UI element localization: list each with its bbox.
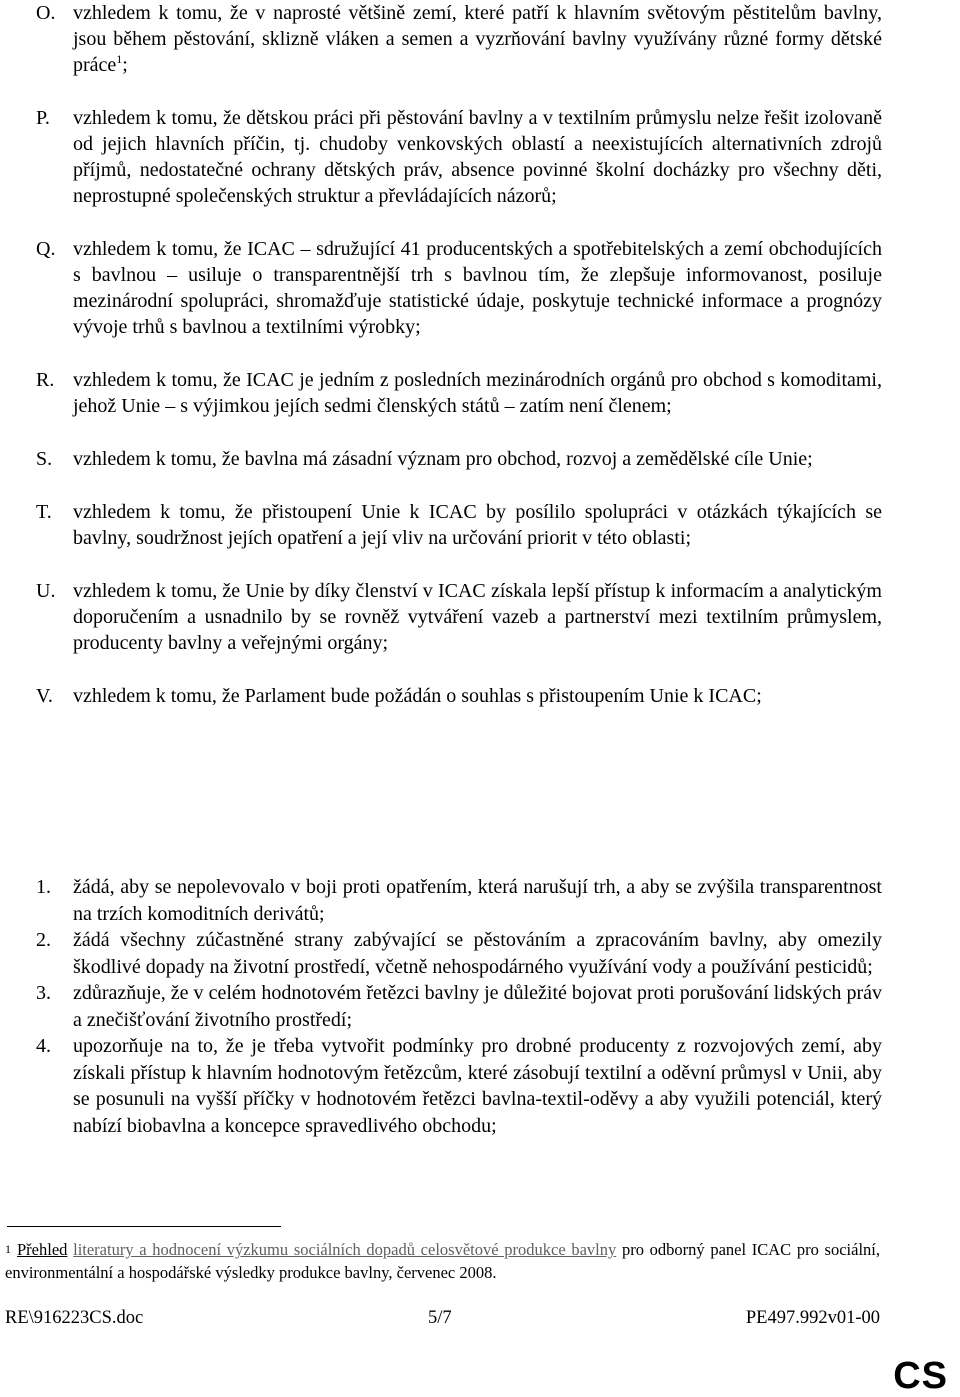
recital-text: vzhledem k tomu, že v naprosté většině zemí, které patří k hlavním světovým pěstitelům bavlny, jsou během pěstování, sklizně vláken a semen a vyzrňování bavlny využívány různé formy dětské práce bbox=[73, 2, 882, 76]
recital-text: vzhledem k tomu, že bavlna má zásadní význam pro obchod, rozvoj a zemědělské cíle Unie; bbox=[73, 448, 813, 470]
paragraph-2 bbox=[36, 927, 882, 980]
paragraph-text: zdůrazňuje, že v celém hodnotovém řetězci bavlny je důležité bojovat proti porušování lidských práv a znečišťování životního prostředí; bbox=[73, 982, 882, 1031]
recital-v bbox=[36, 683, 882, 709]
recital-label: T. bbox=[36, 501, 52, 523]
recital-label: O. bbox=[36, 2, 56, 24]
recital-text: vzhledem k tomu, že přistoupení Unie k ICAC by posílilo spolupráci v otázkách týkajících se bavlny, soudržnost jejích opatření a její vliv na určování priorit v této oblasti; bbox=[73, 501, 882, 549]
paragraph-4 bbox=[36, 1033, 882, 1139]
footnote-mark: 1 bbox=[5, 1242, 11, 1256]
page-footer bbox=[5, 1307, 880, 1329]
footnote-separator bbox=[7, 1226, 281, 1227]
recital-text: vzhledem k tomu, že ICAC je jedním z posledních mezinárodních orgánů pro obchod s komoditami, jehož Unie – s výjimkou jejích sedmi členských států – zatím není členem; bbox=[73, 369, 882, 417]
recital-p bbox=[36, 105, 882, 209]
paragraph-number: 4. bbox=[36, 1035, 51, 1057]
recital-text: vzhledem k tomu, že Unie by díky členství v ICAC získala lepší přístup k informacím a analytickým doporučením a usnadnilo by se rovněž vytváření vazeb a partnerství mezi textilním průmyslem, producenty bavlny a veřejnými orgány; bbox=[73, 580, 882, 654]
recital-label: U. bbox=[36, 580, 56, 602]
recital-label: Q. bbox=[36, 238, 56, 260]
footnote-link[interactable]: Přehled bbox=[17, 1240, 68, 1259]
recital-label: R. bbox=[36, 369, 55, 391]
recital-label: S. bbox=[36, 448, 53, 470]
recital-suffix: ; bbox=[122, 54, 128, 76]
document-reference: RE\916223CS.doc bbox=[5, 1308, 144, 1328]
recitals-section bbox=[36, 0, 882, 709]
recital-q bbox=[36, 236, 882, 340]
footnote-text: pro odborný panel ICAC pro sociální, environmentální a hospodářské výsledky produkce bavlny, červenec 2008. bbox=[5, 1240, 881, 1282]
recital-label: P. bbox=[36, 107, 50, 129]
paragraph-1 bbox=[36, 874, 882, 927]
numbered-paragraphs bbox=[36, 874, 882, 1139]
recital-label: V. bbox=[36, 685, 53, 707]
paragraph-text: žádá všechny zúčastněné strany zabývající se pěstováním a zpracováním bavlny, aby omezily škodlivé dopady na životní prostředí, včetně nehospodárného využívání vody a používání pesticidů; bbox=[73, 929, 882, 978]
paragraph-number: 2. bbox=[36, 929, 51, 951]
paragraph-text: upozorňuje na to, že je třeba vytvořit podmínky pro drobné producenty z rozvojových zemí, aby získali přístup k hlavním hodnotovým řetězcům, které zásobují textilní a oděvní průmysl v Unii, aby se posunuli na vyšší příčky v hodnotovém řetězci bavlna-textil-oděvy a aby využili potenciál, který nabízí biobavlna a koncepce spravedlivého obchodu; bbox=[73, 1035, 882, 1137]
recital-text: vzhledem k tomu, že Parlament bude požádán o souhlas s přistoupením Unie k ICAC; bbox=[73, 685, 762, 707]
recital-t bbox=[36, 499, 882, 551]
recital-o bbox=[36, 0, 882, 78]
footnote bbox=[5, 1238, 880, 1284]
recital-s bbox=[36, 446, 882, 472]
recital-text: vzhledem k tomu, že ICAC – sdružující 41 producentských a spotřebitelských a zemí obchodujících s bavlnou – usiluje o transparentnější trh s bavlnou tím, že zlepšuje informovanost, posiluje mezinárodní spolupráci, shromažďuje statistické údaje, poskytuje technické informace a prognózy vývoje trhů s bavlnou a textilními výrobky; bbox=[73, 238, 882, 338]
recital-text: vzhledem k tomu, že dětskou práci při pěstování bavlny a v textilním průmyslu nelze řešit izolovaně od jejich hlavních příčin, tj. chudoby venkovských oblastí a neexistujících alternativních zdrojů příjmů, nedostatečné ochrany dětských práv, absence povinné školní docházky pro všechny děti, neprostupné společenských struktur a převládajících názorů; bbox=[73, 107, 882, 207]
pe-reference: PE497.992v01-00 bbox=[745, 1308, 880, 1328]
footnote-link-continued[interactable]: literatury a hodnocení výzkumu sociálních dopadů celosvětové produkce bavlny bbox=[73, 1240, 617, 1259]
paragraph-number: 3. bbox=[36, 982, 51, 1004]
language-code: CS bbox=[893, 1355, 948, 1397]
paragraph-number: 1. bbox=[36, 876, 51, 898]
paragraph-3 bbox=[36, 980, 882, 1033]
page-number: 5/7 bbox=[428, 1308, 452, 1328]
paragraph-text: žádá, aby se nepolevovalo v boji proti opatřením, která narušují trh, a aby se zvýšila transparentnost na trzích komoditních derivátů; bbox=[73, 876, 882, 925]
footnote-reference[interactable]: 1 bbox=[116, 52, 123, 66]
recital-r bbox=[36, 367, 882, 419]
recital-u bbox=[36, 578, 882, 656]
